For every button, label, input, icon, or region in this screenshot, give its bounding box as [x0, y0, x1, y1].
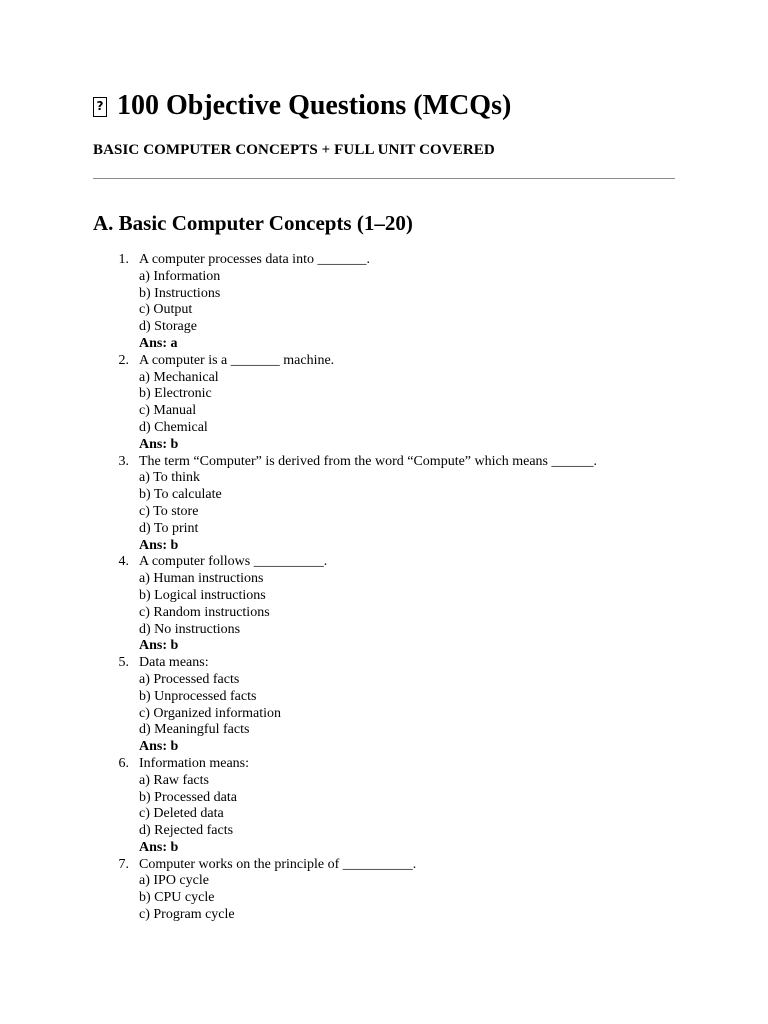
option-b: b) Instructions [139, 285, 221, 301]
option-c: c) Output [139, 302, 193, 318]
section-heading: A. Basic Computer Concepts (1–20) [93, 211, 413, 235]
option-a: a) Mechanical [139, 369, 219, 385]
option-b: b) Logical instructions [139, 587, 266, 603]
option-c: c) Program cycle [139, 907, 235, 923]
question-number: 2. [118, 352, 129, 368]
question-text: A computer follows __________. [139, 554, 328, 570]
document-title-text: 100 Objective Questions (MCQs) [117, 90, 512, 121]
horizontal-divider [93, 178, 675, 179]
question-text: Computer works on the principle of __________. [139, 856, 417, 872]
option-c: c) Organized information [139, 705, 282, 721]
option-d: d) To print [139, 520, 199, 536]
document-page [93, 88, 675, 924]
option-a: a) Processed facts [139, 671, 240, 687]
option-d: d) Meaningful facts [139, 722, 250, 738]
document-title [93, 88, 675, 124]
document-subtitle: BASIC COMPUTER CONCEPTS + FULL UNIT COVERED [93, 142, 495, 158]
question-item [93, 554, 675, 655]
question-number: 5. [118, 655, 129, 671]
answer-key: Ans: b [139, 436, 179, 452]
question-text: A computer processes data into _______. [139, 252, 370, 267]
option-a: a) Human instructions [139, 571, 264, 587]
question-number: 3. [118, 453, 129, 469]
question-number: 4. [118, 554, 129, 570]
option-d: d) Storage [139, 319, 197, 335]
question-item [93, 756, 675, 857]
answer-key: Ans: a [139, 335, 178, 351]
answer-key: Ans: b [139, 537, 179, 553]
question-list [93, 252, 675, 924]
question-text: Information means: [139, 755, 250, 771]
question-number: 1. [118, 252, 129, 267]
question-item [93, 857, 675, 924]
question-text: Data means: [139, 655, 209, 671]
option-b: b) To calculate [139, 487, 222, 503]
option-b: b) Processed data [139, 789, 237, 805]
question-item [93, 252, 675, 353]
answer-key: Ans: b [139, 638, 179, 654]
option-a: a) To think [139, 470, 200, 486]
option-a: a) Information [139, 268, 221, 284]
answer-key: Ans: b [139, 739, 179, 755]
option-c: c) Manual [139, 403, 197, 419]
option-c: c) Deleted data [139, 806, 224, 822]
option-d: d) Rejected facts [139, 823, 234, 839]
placeholder-glyph-icon: ? [93, 97, 107, 117]
option-b: b) CPU cycle [139, 890, 215, 906]
question-number: 7. [118, 856, 129, 872]
option-b: b) Electronic [139, 386, 212, 402]
question-text: A computer is a _______ machine. [139, 352, 335, 368]
question-item [93, 655, 675, 756]
option-a: a) IPO cycle [139, 873, 209, 889]
option-c: c) Random instructions [139, 604, 270, 620]
answer-key: Ans: b [139, 839, 179, 855]
question-number: 6. [118, 755, 129, 771]
option-d: d) No instructions [139, 621, 241, 637]
option-c: c) To store [139, 503, 199, 519]
option-d: d) Chemical [139, 419, 208, 435]
question-item [93, 353, 675, 454]
question-text: The term “Computer” is derived from the word “Compute” which means ______. [139, 453, 597, 469]
option-a: a) Raw facts [139, 772, 209, 788]
option-b: b) Unprocessed facts [139, 688, 257, 704]
question-item [93, 454, 675, 555]
